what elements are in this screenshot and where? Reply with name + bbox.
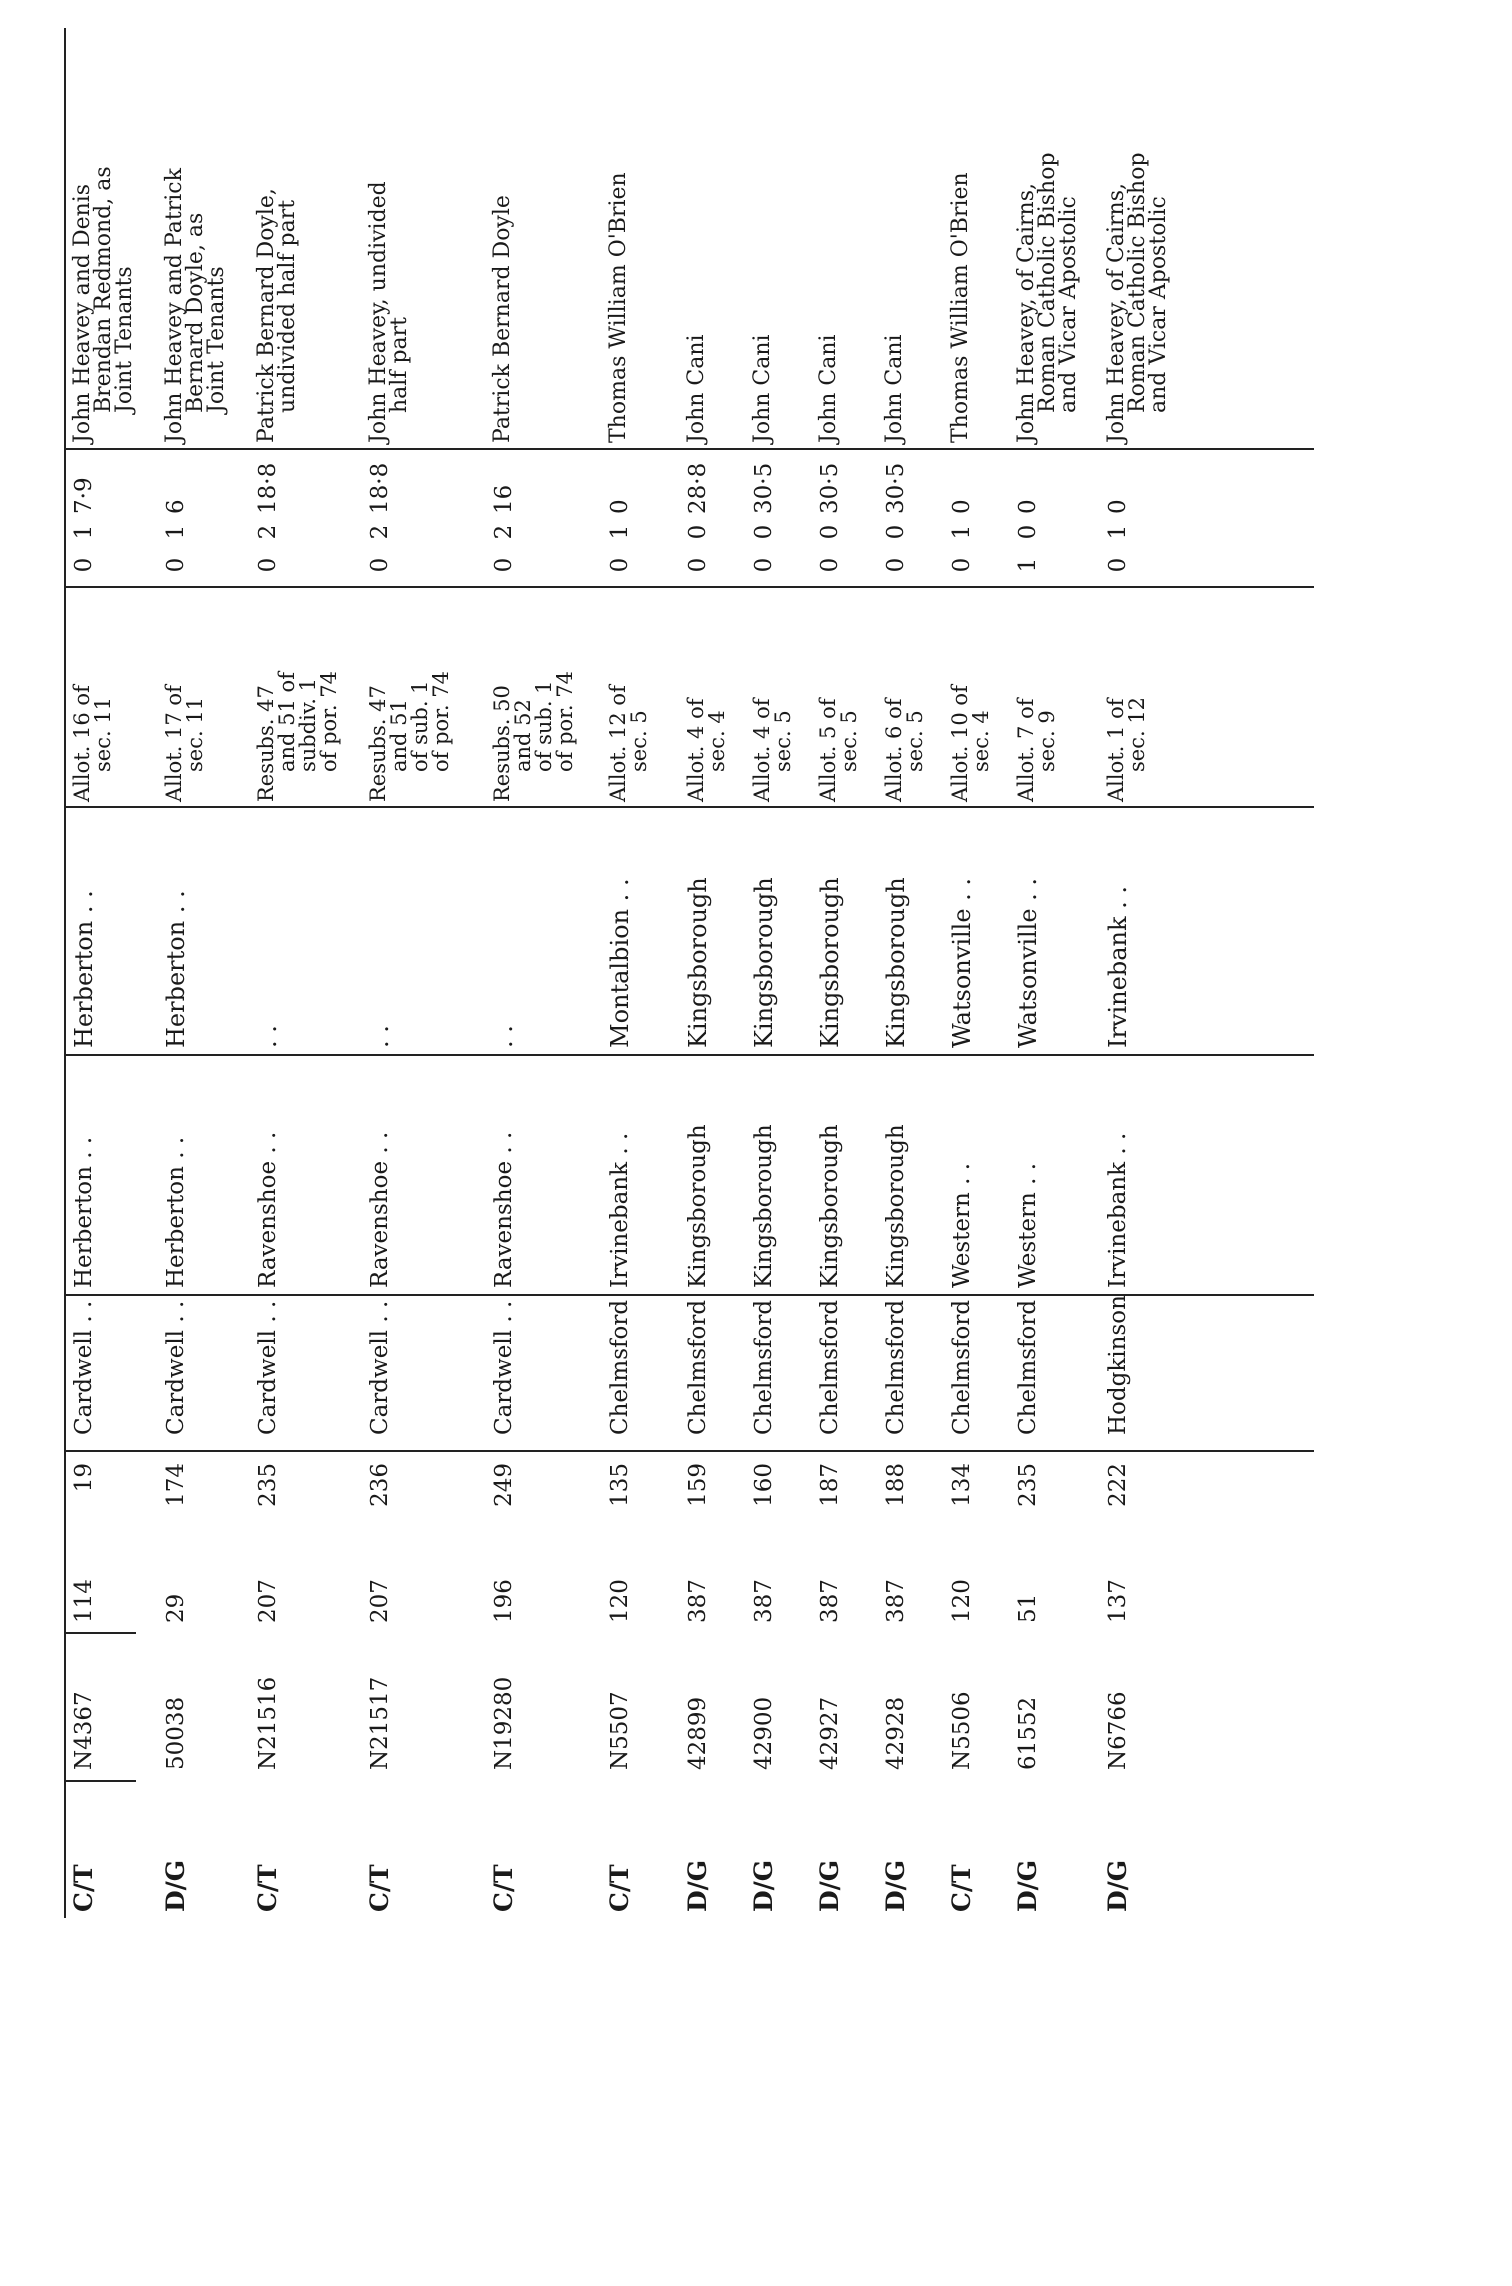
town-name: Herberton . . xyxy=(162,890,190,1048)
deed-type: D/G xyxy=(683,1859,712,1912)
registered-owner-line: John Heavey and Patrick xyxy=(162,168,187,443)
table-row xyxy=(810,28,882,1918)
area-perches: 0 xyxy=(1105,499,1131,514)
area-roods: 0 xyxy=(883,524,909,540)
folio-number: 159 xyxy=(685,1463,711,1507)
registered-owner-line: half part xyxy=(387,316,412,413)
volume-number: 114 xyxy=(71,1579,97,1623)
town-name: Watsonville . . xyxy=(948,877,976,1048)
registered-owner-line: Thomas William O'Brien xyxy=(606,172,631,443)
table-row xyxy=(360,28,453,1918)
deed-type: D/G xyxy=(161,1859,190,1912)
land-description xyxy=(492,588,576,802)
county-name: Chelmsford xyxy=(817,1299,843,1435)
town-name: Kingsborough xyxy=(684,877,712,1048)
table-row xyxy=(1008,28,1080,1918)
title-number: N6766 xyxy=(1105,1691,1131,1770)
area-perches: 0 xyxy=(607,499,633,514)
volume-number: 51 xyxy=(1015,1593,1041,1623)
table-row xyxy=(678,28,750,1918)
area-perches: 18·8 xyxy=(367,462,393,514)
folio-number: 135 xyxy=(607,1463,633,1507)
area-roods: 1 xyxy=(71,524,97,540)
area-perches: 6 xyxy=(163,499,189,514)
town-name: Watsonville . . xyxy=(1014,877,1042,1048)
land-description-line: of por. 74 xyxy=(553,671,577,772)
land-register-table xyxy=(64,28,1314,1918)
folio-number: 188 xyxy=(883,1463,909,1507)
area-roods: 0 xyxy=(1015,524,1041,540)
area-perches: 30·5 xyxy=(817,462,843,514)
table-row xyxy=(942,28,1014,1918)
area-perches: 28·8 xyxy=(685,462,711,514)
area-acres: 0 xyxy=(1105,557,1131,573)
county-name: Chelmsford xyxy=(949,1299,975,1435)
area-perches: 0 xyxy=(1015,499,1041,514)
registered-owner-line: Patrick Bernard Doyle, xyxy=(254,188,279,443)
registered-owner xyxy=(752,33,773,443)
registered-owner-line: Brendan Redmond, as xyxy=(91,166,116,413)
volume-number: 196 xyxy=(491,1579,517,1623)
folio-number: 160 xyxy=(751,1463,777,1507)
title-number: N4367 xyxy=(71,1691,97,1770)
registered-owner xyxy=(1106,33,1169,443)
parish-name: Irvinebank . . xyxy=(1105,1132,1131,1288)
registered-owner-line: and Vicar Apostolic xyxy=(1056,196,1081,413)
folio-number: 19 xyxy=(71,1463,97,1493)
deed-type: D/G xyxy=(815,1859,844,1912)
area-perches: 0 xyxy=(949,499,975,514)
title-number: 42900 xyxy=(751,1696,777,1770)
registered-owner xyxy=(608,33,629,443)
registered-owner-line: undivided half part xyxy=(275,199,300,413)
area-acres: 0 xyxy=(685,557,711,573)
parish-name: Western . . xyxy=(949,1162,975,1288)
deed-type: C/T xyxy=(253,1864,282,1912)
table-row xyxy=(484,28,577,1918)
land-description-line: sec. 5 xyxy=(771,710,795,772)
land-description xyxy=(608,588,650,802)
town-name: Kingsborough xyxy=(816,877,844,1048)
area-acres: 0 xyxy=(883,557,909,573)
area-roods: 1 xyxy=(607,524,633,540)
parish-name: Ravenshoe . . xyxy=(367,1131,393,1288)
county-name: Chelmsford xyxy=(751,1299,777,1435)
land-description-line: Resubs. 47 xyxy=(366,685,390,802)
registered-owner xyxy=(686,33,707,443)
deed-type: C/T xyxy=(605,1864,634,1912)
town-name: . . xyxy=(490,1025,518,1048)
registered-owner xyxy=(256,33,298,443)
registered-owner-line: John Cani xyxy=(882,334,907,443)
town-name: Irvinebank . . xyxy=(1104,885,1132,1048)
table-row xyxy=(248,28,341,1918)
town-name: . . xyxy=(366,1025,394,1048)
volume-number: 137 xyxy=(1105,1579,1131,1623)
area-roods: 1 xyxy=(949,524,975,540)
parish-name: Ravenshoe . . xyxy=(491,1131,517,1288)
area-acres: 0 xyxy=(367,557,393,573)
land-description-line: Allot. 6 of xyxy=(882,698,906,802)
deed-type: C/T xyxy=(365,1864,394,1912)
land-description-line: Resubs. 47 xyxy=(254,685,278,802)
title-number: 61552 xyxy=(1015,1696,1041,1770)
parish-name: Kingsborough xyxy=(685,1124,711,1288)
title-number: N21516 xyxy=(255,1676,281,1770)
registered-owner-line: John Heavey, undivided xyxy=(366,181,391,443)
volume-number: 387 xyxy=(685,1579,711,1623)
land-description xyxy=(686,588,728,802)
land-description-line: Allot. 1 of xyxy=(1104,698,1128,802)
registered-owner xyxy=(72,33,135,443)
parish-name: Kingsborough xyxy=(883,1124,909,1288)
land-description-line: sec. 4 xyxy=(705,710,729,772)
area-acres: 0 xyxy=(71,557,97,573)
county-name: Cardwell . . xyxy=(163,1300,189,1435)
land-description-line: of sub. 1 xyxy=(532,680,556,772)
land-description-line: Allot. 4 of xyxy=(750,698,774,802)
title-number: N19280 xyxy=(491,1676,517,1770)
parish-name: Ravenshoe . . xyxy=(255,1131,281,1288)
land-description xyxy=(72,588,114,802)
volume-number: 120 xyxy=(607,1579,633,1623)
volume-number: 29 xyxy=(163,1593,189,1623)
folio-number: 174 xyxy=(163,1463,189,1507)
registered-owner-line: John Cani xyxy=(750,334,775,443)
registered-owner-line: Bernard Doyle, as xyxy=(183,212,208,413)
folio-number: 187 xyxy=(817,1463,843,1507)
town-name: Montalbion . . xyxy=(606,878,634,1048)
table-row xyxy=(600,28,672,1918)
land-description xyxy=(1016,588,1058,802)
folio-number: 235 xyxy=(1015,1463,1041,1507)
county-name: Chelmsford xyxy=(607,1299,633,1435)
volume-number: 207 xyxy=(255,1579,281,1623)
folio-number: 222 xyxy=(1105,1463,1131,1507)
land-description xyxy=(884,588,926,802)
registered-owner xyxy=(818,33,839,443)
land-description-line: sec. 5 xyxy=(903,710,927,772)
registered-owner-line: and Vicar Apostolic xyxy=(1146,196,1171,413)
area-perches: 18·8 xyxy=(255,462,281,514)
town-name: Herberton . . xyxy=(70,890,98,1048)
county-name: Chelmsford xyxy=(883,1299,909,1435)
registered-owner-line: John Heavey, of Cairns, xyxy=(1014,183,1039,443)
land-description-line: sec. 4 xyxy=(969,710,993,772)
area-roods: 2 xyxy=(367,524,393,540)
county-name: Hodgkinson xyxy=(1105,1295,1131,1435)
volume-number: 387 xyxy=(883,1579,909,1623)
land-description-line: Allot. 5 of xyxy=(816,698,840,802)
land-description-line: Allot. 4 of xyxy=(684,698,708,802)
land-description-line: of por. 74 xyxy=(429,671,453,772)
town-name: Kingsborough xyxy=(882,877,910,1048)
registered-owner-line: Roman Catholic Bishop xyxy=(1035,152,1060,413)
registered-owner-line: Patrick Bernard Doyle xyxy=(490,195,515,443)
county-name: Cardwell . . xyxy=(491,1300,517,1435)
registered-owner-line: John Cani xyxy=(684,334,709,443)
area-perches: 7·9 xyxy=(71,477,97,514)
area-roods: 1 xyxy=(163,524,189,540)
land-description-line: sec. 12 xyxy=(1125,696,1149,772)
table-row xyxy=(64,28,136,1918)
volume-number: 387 xyxy=(817,1579,843,1623)
folio-number: 134 xyxy=(949,1463,975,1507)
land-description-line: Allot. 17 of xyxy=(162,685,186,802)
deed-type: C/T xyxy=(69,1864,98,1912)
land-description-line: sec. 11 xyxy=(91,696,115,772)
area-perches: 30·5 xyxy=(883,462,909,514)
registered-owner xyxy=(950,33,971,443)
area-roods: 2 xyxy=(255,524,281,540)
title-number: 42899 xyxy=(685,1696,711,1770)
deed-type: D/G xyxy=(881,1859,910,1912)
registered-owner xyxy=(368,33,410,443)
registered-owner-line: Joint Tenants xyxy=(204,266,229,413)
area-roods: 0 xyxy=(685,524,711,540)
area-acres: 0 xyxy=(751,557,777,573)
land-description-line: of por. 74 xyxy=(317,671,341,772)
volume-number: 387 xyxy=(751,1579,777,1623)
parish-name: Herberton . . xyxy=(71,1136,97,1288)
folio-number: 249 xyxy=(491,1463,517,1507)
volume-number: 120 xyxy=(949,1579,975,1623)
area-acres: 0 xyxy=(491,557,517,573)
parish-name: Kingsborough xyxy=(817,1124,843,1288)
registered-owner-line: John Heavey and Denis xyxy=(70,183,95,443)
title-number: 50038 xyxy=(163,1696,189,1770)
land-description xyxy=(368,588,452,802)
county-name: Cardwell . . xyxy=(367,1300,393,1435)
town-name: . . xyxy=(254,1025,282,1048)
title-number: 42927 xyxy=(817,1696,843,1770)
area-roods: 2 xyxy=(491,524,517,540)
land-description-line: sec. 5 xyxy=(627,710,651,772)
area-roods: 0 xyxy=(751,524,777,540)
deed-type: C/T xyxy=(947,1864,976,1912)
registered-owner xyxy=(164,33,227,443)
land-description-line: Allot. 16 of xyxy=(70,685,94,802)
folio-number: 236 xyxy=(367,1463,393,1507)
deed-type: D/G xyxy=(1013,1859,1042,1912)
land-description xyxy=(256,588,340,802)
county-name: Cardwell . . xyxy=(71,1300,97,1435)
registered-owner xyxy=(492,33,513,443)
parish-name: Herberton . . xyxy=(163,1136,189,1288)
registered-owner xyxy=(884,33,905,443)
land-description-line: sec. 5 xyxy=(837,710,861,772)
land-description-line: Allot. 12 of xyxy=(606,685,630,802)
area-perches: 30·5 xyxy=(751,462,777,514)
area-roods: 0 xyxy=(817,524,843,540)
volume-number: 207 xyxy=(367,1579,393,1623)
deed-type: D/G xyxy=(749,1859,778,1912)
town-name: Kingsborough xyxy=(750,877,778,1048)
land-description xyxy=(1106,588,1148,802)
table-row xyxy=(156,28,228,1918)
parish-name: Irvinebank . . xyxy=(607,1132,633,1288)
area-roods: 1 xyxy=(1105,524,1131,540)
land-description xyxy=(818,588,860,802)
table-row xyxy=(876,28,948,1918)
land-description-line: sec. 11 xyxy=(183,696,207,772)
county-name: Chelmsford xyxy=(685,1299,711,1435)
land-description-line: sec. 9 xyxy=(1035,710,1059,772)
deed-type: D/G xyxy=(1103,1859,1132,1912)
area-perches: 16 xyxy=(491,484,517,514)
land-description-line: Allot. 10 of xyxy=(948,685,972,802)
title-number: N5507 xyxy=(607,1691,633,1770)
land-description xyxy=(950,588,992,802)
title-number: N21517 xyxy=(367,1676,393,1770)
area-acres: 0 xyxy=(949,557,975,573)
title-number: 42928 xyxy=(883,1696,909,1770)
land-description xyxy=(752,588,794,802)
area-acres: 0 xyxy=(163,557,189,573)
registered-owner-line: Roman Catholic Bishop xyxy=(1125,152,1150,413)
registered-owner-line: John Cani xyxy=(816,334,841,443)
area-acres: 0 xyxy=(607,557,633,573)
table-row xyxy=(744,28,816,1918)
registered-owner xyxy=(1016,33,1079,443)
parish-name: Western . . xyxy=(1015,1162,1041,1288)
registered-owner-line: Thomas William O'Brien xyxy=(948,172,973,443)
folio-number: 235 xyxy=(255,1463,281,1507)
county-name: Chelmsford xyxy=(1015,1299,1041,1435)
area-acres: 0 xyxy=(817,557,843,573)
parish-name: Kingsborough xyxy=(751,1124,777,1288)
land-description-line: subdiv. 1 xyxy=(296,678,320,772)
land-description-line: and 51 of xyxy=(275,672,299,772)
land-description-line: Resubs. 50 xyxy=(490,685,514,802)
land-description xyxy=(164,588,206,802)
land-description-line: and 51 xyxy=(387,699,411,772)
deed-type: C/T xyxy=(489,1864,518,1912)
land-description-line: of sub. 1 xyxy=(408,680,432,772)
area-acres: 1 xyxy=(1015,557,1041,573)
title-number: N5506 xyxy=(949,1691,975,1770)
table-row xyxy=(1098,28,1170,1918)
area-acres: 0 xyxy=(255,557,281,573)
land-description-line: Allot. 7 of xyxy=(1014,698,1038,802)
county-name: Cardwell . . xyxy=(255,1300,281,1435)
land-description-line: and 52 xyxy=(511,699,535,772)
registered-owner-line: Joint Tenants xyxy=(112,266,137,413)
registered-owner-line: John Heavey, of Cairns, xyxy=(1104,183,1129,443)
